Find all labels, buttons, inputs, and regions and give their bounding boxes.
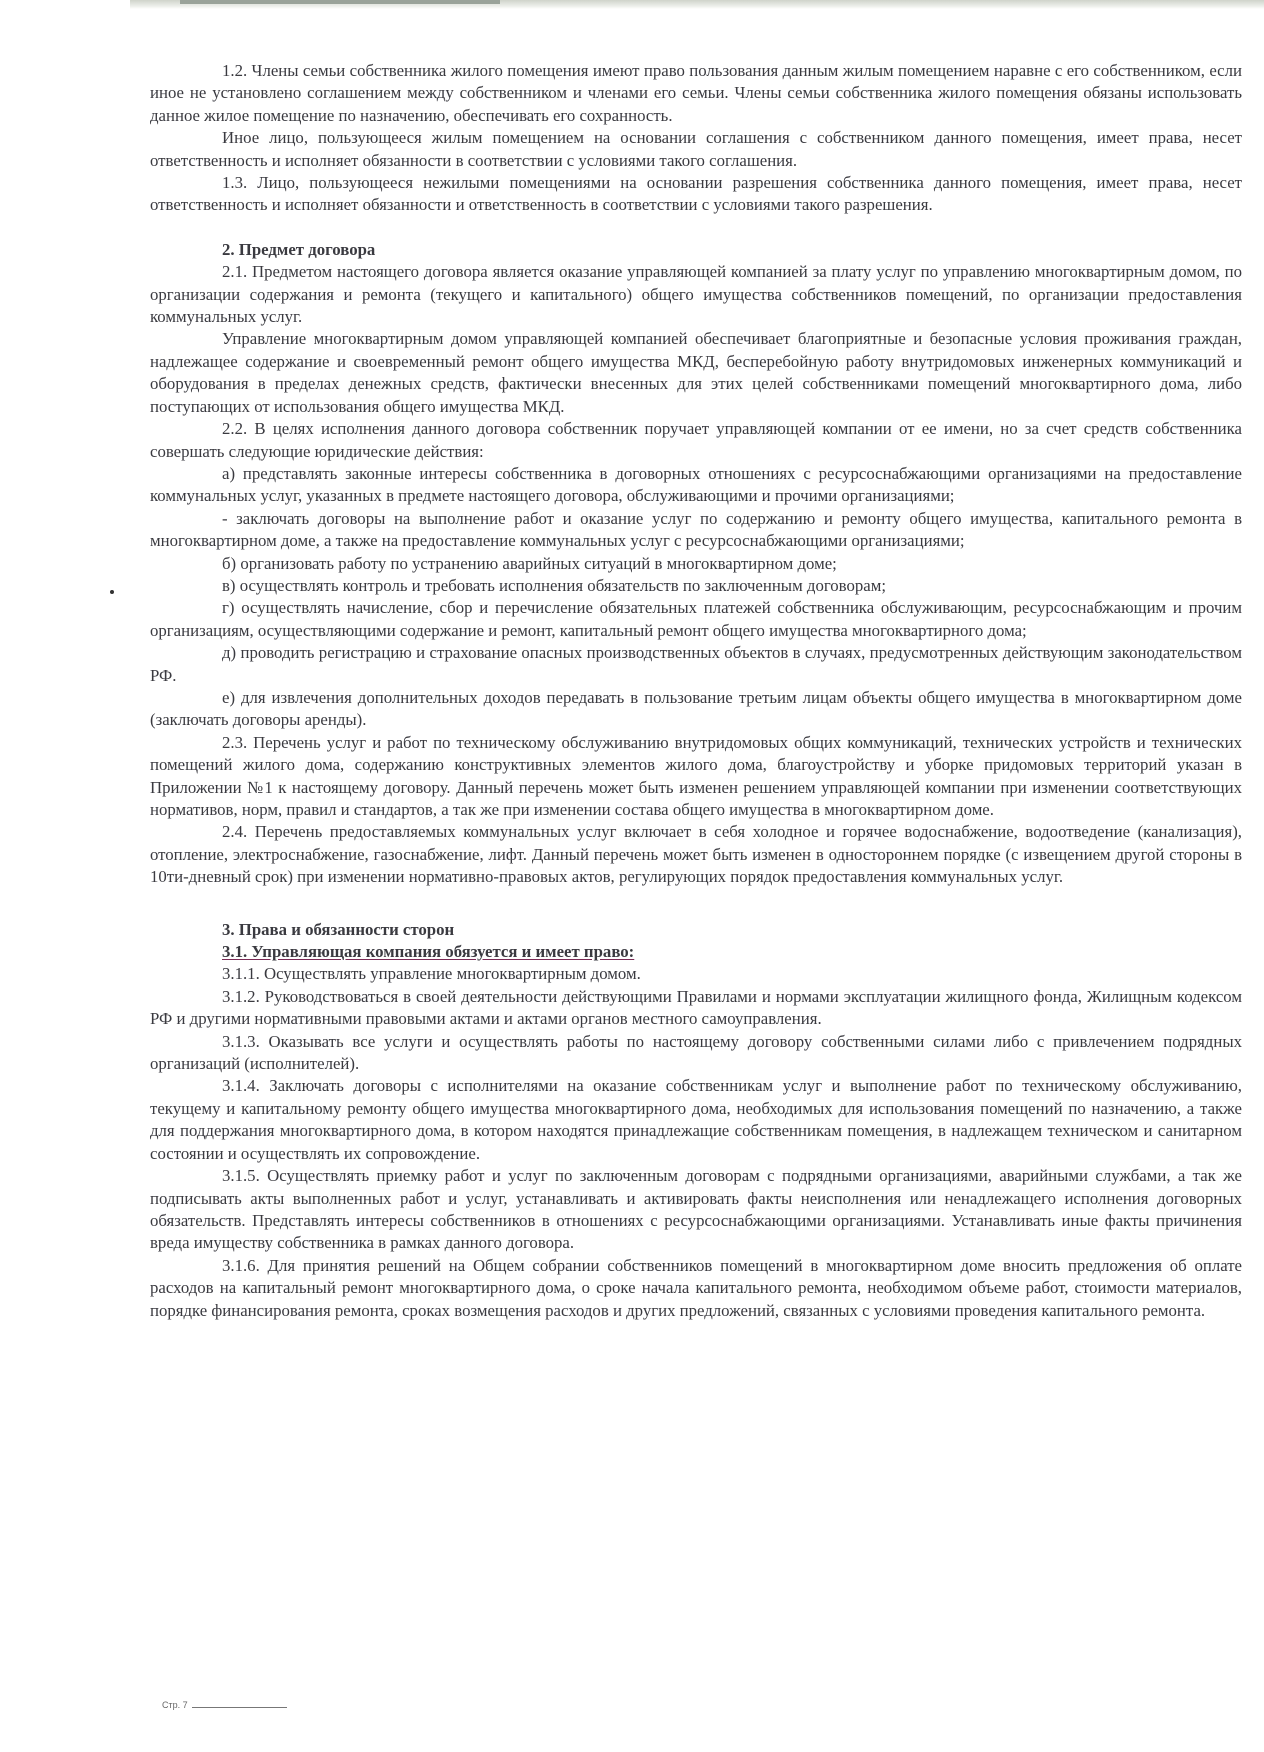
paragraph-2-2: 2.2. В целях исполнения данного договора собственник поручает управляющей компании от ее имени, но за счет средств собственника совершать следующие юридические действия: <box>150 419 1242 461</box>
paragraph-2-3: 2.3. Перечень услуг и работ по техническому обслуживанию внутридомовых общих коммуникаций, технических устройств и технических помещений жилого дома, содержанию конструктивных элементов жилого дома, благоустройству и уборке придомовых территорий указан в Приложении №1 к настоящему договору. Данный перечень может быть изменен решением управляющей компании при изменении соответствующих нормативов, норм, правил и стандартов, а так же при изменении состава общего имущества в многоквартирном доме. <box>150 732 1242 819</box>
page-number-label: Стр. 7 <box>162 1700 188 1710</box>
paragraph-2-2-v: в) осуществлять контроль и требовать исполнения обязательств по заключенным договорам; <box>222 575 887 595</box>
section-3-1-subtitle <box>150 941 1242 963</box>
paragraph-3-1-3: 3.1.3. Оказывать все услуги и осуществлять работы по настоящему договору собственными силами либо с привлечением подрядных организаций (исполнителей). <box>150 1031 1242 1074</box>
section-3-title: 3. Права и обязанности сторон <box>222 919 455 939</box>
spacer <box>150 889 1242 919</box>
paragraph-other-person: Иное лицо, пользующееся жилым помещением на основании соглашения с собственником данного помещения, имеет права, несет ответственность и исполняет обязанности в соответствии с условиями такого соглашения. <box>150 128 1242 170</box>
paragraph-2-1: 2.1. Предметом настоящего договора является оказание управляющей компанией за плату услуг по управлению многоквартирным домом, по организации содержания и ремонта (текущего и капитального) общего имущества собственников помещений, по организации предоставления коммунальных услуг. <box>150 262 1242 327</box>
section-3-1-subtitle-text: 3.1. Управляющая компания обязуется и имеет право: <box>222 942 635 962</box>
paragraph-3-1-4: 3.1.4. Заключать договоры с исполнителями на оказание собственникам услуг и выполнение работ по техническому обслуживанию, текущему и капитальному ремонту общего имущества многоквартирного дома, необходимых для использования помещений по назначению, а также для поддержания многоквартирного дома, в котором находятся принадлежащие собственникам помещения, в надлежащем техническом и санитарном состоянии и осуществлять их сопровождение. <box>150 1076 1242 1163</box>
paragraph-2-2-g: г) осуществлять начисление, сбор и перечисление обязательных платежей собственника обслуживающим, ресурсоснабжающим и прочим организациям, осуществляющими содержание и ремонт, капитальный ремонт общего имущества многоквартирного дома; <box>150 598 1242 640</box>
page-footer <box>162 1700 287 1710</box>
section-2-title: 2. Предмет договора <box>222 239 376 259</box>
paragraph-1-2: 1.2. Члены семьи собственника жилого помещения имеют право пользования данным жилым помещением наравне с его собственником, если иное не установлено соглашением между собственником и членами его семьи. Члены семьи собственника жилого помещения обязаны использовать данное жилое помещение по назначению, обеспечивать его сохранность. <box>150 61 1242 125</box>
paragraph-2-2-d: д) проводить регистрацию и страхование опасных производственных объектов в случаях, предусмотренных действующим законодательством РФ. <box>150 643 1242 685</box>
paragraph-2-2-dash: - заключать договоры на выполнение работ и оказание услуг по содержанию и ремонту общего имущества, капитального ремонта в многоквартирном доме, а также на предоставление коммунальных услуг с ресурсоснабжающими организациями; <box>150 508 1242 551</box>
paragraph-3-1-6: 3.1.6. Для принятия решений на Общем собрании собственников помещений в многоквартирном доме вносить предложения об оплате расходов на капитальный ремонт многоквартирного дома, о сроке начала капитального ремонта, необходимом объеме работ, стоимости материалов, порядке финансирования ремонта, сроках возмещения расходов и других предложений, связанных с условиями проведения капитального ремонта. <box>150 1255 1242 1320</box>
paragraph-2-2-a: а) представлять законные интересы собственника в договорных отношениях с ресурсоснабжающими организациями на предоставление коммунальных услуг, указанных в предмете настоящего договора, обслуживающими и прочими организациями; <box>150 463 1242 506</box>
paragraph-2-2-e: е) для извлечения дополнительных доходов передавать в пользование третьим лицам объекты общего имущества в многоквартирном доме (заключать договоры аренды). <box>150 687 1242 730</box>
scan-speck <box>110 590 114 594</box>
paragraph-2-4: 2.4. Перечень предоставляемых коммунальных услуг включает в себя холодное и горячее водоснабжение, водоотведение (канализация), отопление, электроснабжение, газоснабжение, лифт. Данный перечень может быть изменен в одностороннем порядке (с извещением другой стороны в 10ти-дневный срок) при изменении нормативно-правовых актов, регулирующих порядок предоставления коммунальных услуг. <box>150 822 1242 887</box>
signature-line <box>192 1707 287 1708</box>
paragraph-3-1-2: 3.1.2. Руководствоваться в своей деятельности действующими Правилами и нормами эксплуатации жилищного фонда, Жилищным кодексом РФ и другими нормативными правовыми актами и актами органов местного самоуправления. <box>150 986 1242 1029</box>
paragraph-3-1-5: 3.1.5. Осуществлять приемку работ и услуг по заключенным договорам с подрядными организациями, аварийными службами, а так же подписывать акты выполненных работ и услуг, устанавливать и активировать факты неисполнения или ненадлежащего исполнения договорных обязательств. Представлять интересы собственников в отношениях с ресурсоснабжающими организациями. Устанавливать иные факты причинения вреда имуществу собственника в рамках данного договора. <box>150 1166 1242 1253</box>
paragraph-1-3: 1.3. Лицо, пользующееся нежилыми помещениями на основании разрешения собственника данного помещения, имеет права, несет ответственность и исполняет обязанности и ответственность в соответствии с условиями такого разрешения. <box>150 173 1242 215</box>
scan-top-edge-shadow <box>180 0 500 4</box>
paragraph-2-2-b: б) организовать работу по устранению аварийных ситуаций в многоквартирном доме; <box>222 553 837 573</box>
document-page <box>150 60 1242 1322</box>
paragraph-management: Управление многоквартирным домом управляющей компанией обеспечивает благоприятные и безопасные условия проживания граждан, надлежащее содержание и своевременный ремонт общего имущества МКД, бесперебойную работу внутридомовых инженерных коммуникаций и оборудования в пределах денежных средств, фактически внесенных для этих целей собственниками помещений многоквартирного дома, либо поступающих от использования общего имущества МКД. <box>150 329 1242 416</box>
paragraph-3-1-1: 3.1.1. Осуществлять управление многоквартирным домом. <box>222 964 641 984</box>
spacer <box>150 217 1242 239</box>
